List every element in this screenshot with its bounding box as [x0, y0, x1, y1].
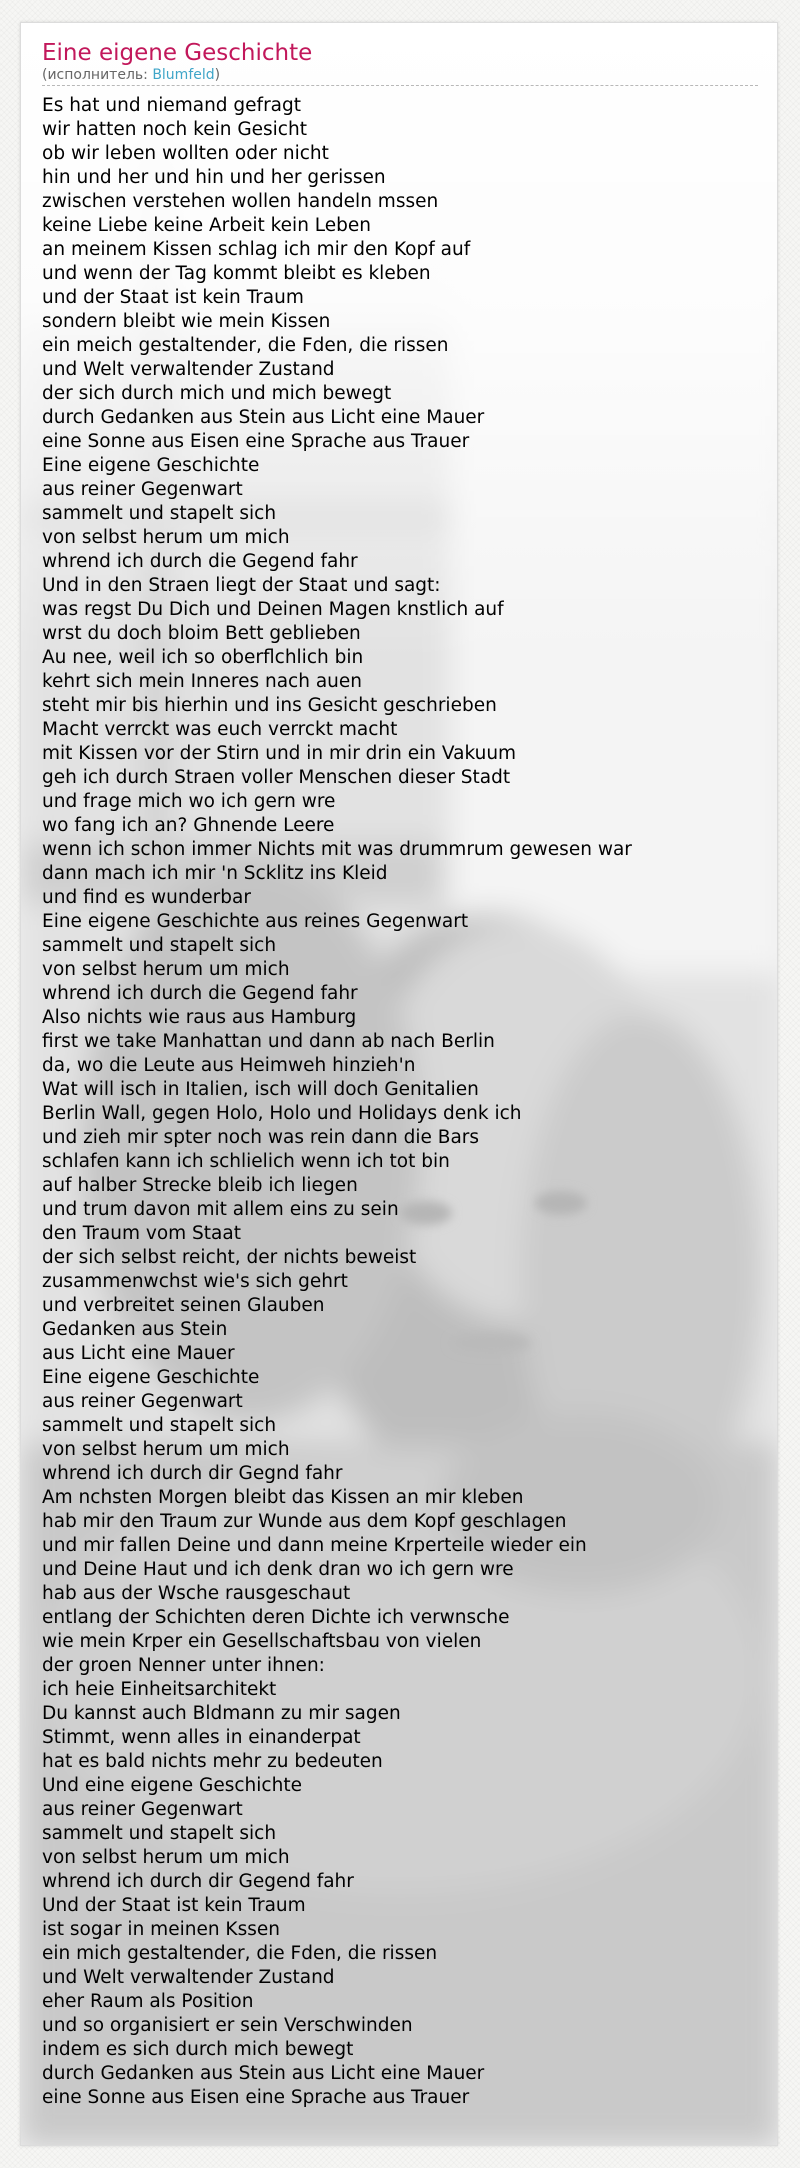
- lyric-line: ein mich gestaltender, die Fden, die rissen: [42, 1943, 438, 1964]
- lyric-line: und Welt verwaltender Zustand: [42, 359, 335, 380]
- lyric-line: ob wir leben wollten oder nicht: [42, 143, 329, 164]
- lyric-line: von selbst herum um mich: [42, 959, 290, 980]
- lyric-line: Macht verrckt was euch verrckt macht: [42, 719, 398, 740]
- lyric-line: und Deine Haut und ich denk dran wo ich gern wre: [42, 1559, 514, 1580]
- lyric-line: eine Sonne aus Eisen eine Sprache aus Trauer: [42, 2087, 470, 2108]
- lyric-line: entlang der Schichten deren Dichte ich verwnsche: [42, 1607, 510, 1628]
- artist-link[interactable]: Blumfeld: [152, 67, 215, 83]
- lyric-line: Eine eigene Geschichte: [42, 1367, 260, 1388]
- lyric-line: Stimmt, wenn alles in einanderpat: [42, 1727, 361, 1748]
- lyric-line: ein meich gestaltender, die Fden, die rissen: [42, 335, 449, 356]
- lyrics-body: [42, 94, 757, 2110]
- lyric-line: und find es wunderbar: [42, 887, 251, 908]
- song-content: [21, 23, 777, 2110]
- lyric-line: wo fang ich an? Ghnende Leere: [42, 815, 335, 836]
- lyric-line: der groen Nenner unter ihnen:: [42, 1655, 325, 1676]
- lyric-line: wie mein Krper ein Gesellschaftsbau von vielen: [42, 1631, 482, 1652]
- lyric-line: und frage mich wo ich gern wre: [42, 791, 336, 812]
- lyric-line: sammelt und stapelt sich: [42, 1823, 277, 1844]
- lyric-line: der sich selbst reicht, der nichts beweist: [42, 1247, 417, 1268]
- lyric-line: Eine eigene Geschichte: [42, 455, 260, 476]
- lyric-line: keine Liebe keine Arbeit kein Leben: [42, 215, 372, 236]
- artist-line: [42, 67, 758, 86]
- lyric-line: wenn ich schon immer Nichts mit was drummrum gewesen war: [42, 839, 632, 860]
- lyric-line: hat es bald nichts mehr zu bedeuten: [42, 1751, 383, 1772]
- lyric-line: eine Sonne aus Eisen eine Sprache aus Trauer: [42, 431, 470, 452]
- lyric-line: und mir fallen Deine und dann meine Krperteile wieder ein: [42, 1535, 587, 1556]
- lyric-line: hab aus der Wsche rausgeschaut: [42, 1583, 351, 1604]
- lyric-line: zusammenwchst wie's sich gehrt: [42, 1271, 348, 1292]
- lyric-line: aus reiner Gegenwart: [42, 1391, 243, 1412]
- lyric-line: ich heie Einheitsarchitekt: [42, 1679, 277, 1700]
- lyric-line: sammelt und stapelt sich: [42, 1415, 277, 1436]
- lyric-line: was regst Du Dich und Deinen Magen knstlich auf: [42, 599, 504, 620]
- lyric-line: durch Gedanken aus Stein aus Licht eine Mauer: [42, 2063, 485, 2084]
- lyric-line: durch Gedanken aus Stein aus Licht eine Mauer: [42, 407, 485, 428]
- lyric-line: und Welt verwaltender Zustand: [42, 1967, 335, 1988]
- lyric-line: wir hatten noch kein Gesicht: [42, 119, 307, 140]
- lyric-line: Und der Staat ist kein Traum: [42, 1895, 306, 1916]
- lyric-line: hab mir den Traum zur Wunde aus dem Kopf geschlagen: [42, 1511, 567, 1532]
- lyric-line: sondern bleibt wie mein Kissen: [42, 311, 331, 332]
- lyric-line: geh ich durch Straen voller Menschen dieser Stadt: [42, 767, 511, 788]
- lyric-line: Also nichts wie raus aus Hamburg: [42, 1007, 357, 1028]
- lyric-line: whrend ich durch die Gegend fahr: [42, 551, 358, 572]
- lyric-line: Gedanken aus Stein: [42, 1319, 228, 1340]
- lyric-line: aus reiner Gegenwart: [42, 1799, 243, 1820]
- lyric-line: von selbst herum um mich: [42, 1439, 290, 1460]
- lyric-line: Berlin Wall, gegen Holo, Holo und Holidays denk ich: [42, 1103, 522, 1124]
- lyric-line: und so organisiert er sein Verschwinden: [42, 2015, 413, 2036]
- lyric-line: von selbst herum um mich: [42, 1847, 290, 1868]
- lyric-line: auf halber Strecke bleib ich liegen: [42, 1175, 358, 1196]
- lyric-line: Du kannst auch Bldmann zu mir sagen: [42, 1703, 401, 1724]
- lyric-line: Am nchsten Morgen bleibt das Kissen an mir kleben: [42, 1487, 524, 1508]
- lyric-line: steht mir bis hierhin und ins Gesicht geschrieben: [42, 695, 497, 716]
- lyric-line: den Traum vom Staat: [42, 1223, 241, 1244]
- lyric-line: hin und her und hin und her gerissen: [42, 167, 386, 188]
- artist-prefix: (исполнитель:: [42, 67, 153, 83]
- lyric-line: Au nee, weil ich so oberflchlich bin: [42, 647, 364, 668]
- lyric-line: dann mach ich mir 'n Scklitz ins Kleid: [42, 863, 388, 884]
- lyric-line: da, wo die Leute aus Heimweh hinzieh'n: [42, 1055, 416, 1076]
- lyric-line: whrend ich durch dir Gegend fahr: [42, 1871, 354, 1892]
- lyric-line: aus Licht eine Mauer: [42, 1343, 235, 1364]
- lyric-line: Eine eigene Geschichte aus reines Gegenwart: [42, 911, 469, 932]
- lyric-line: und der Staat ist kein Traum: [42, 287, 304, 308]
- song-title: Eine eigene Geschichte: [42, 40, 313, 66]
- lyric-line: und zieh mir spter noch was rein dann die Bars: [42, 1127, 480, 1148]
- lyric-line: von selbst herum um mich: [42, 527, 290, 548]
- lyric-line: whrend ich durch dir Gegnd fahr: [42, 1463, 343, 1484]
- lyric-line: und verbreitet seinen Glauben: [42, 1295, 325, 1316]
- lyric-line: ist sogar in meinen Kssen: [42, 1919, 280, 1940]
- lyric-line: aus reiner Gegenwart: [42, 479, 243, 500]
- lyric-line: Und in den Straen liegt der Staat und sagt:: [42, 575, 441, 596]
- lyric-line: Wat will isch in Italien, isch will doch Genitalien: [42, 1079, 479, 1100]
- lyric-line: whrend ich durch die Gegend fahr: [42, 983, 358, 1004]
- lyrics-card: [20, 22, 778, 2146]
- lyric-line: mit Kissen vor der Stirn und in mir drin ein Vakuum: [42, 743, 517, 764]
- lyric-line: eher Raum als Position: [42, 1991, 254, 2012]
- lyric-line: sammelt und stapelt sich: [42, 503, 277, 524]
- lyric-line: und wenn der Tag kommt bleibt es kleben: [42, 263, 431, 284]
- artist-suffix: ): [214, 67, 221, 83]
- lyric-line: an meinem Kissen schlag ich mir den Kopf auf: [42, 239, 471, 260]
- lyric-line: indem es sich durch mich bewegt: [42, 2039, 354, 2060]
- lyric-line: und trum davon mit allem eins zu sein: [42, 1199, 399, 1220]
- lyric-line: kehrt sich mein Inneres nach auen: [42, 671, 363, 692]
- lyric-line: sammelt und stapelt sich: [42, 935, 277, 956]
- lyric-line: der sich durch mich und mich bewegt: [42, 383, 392, 404]
- lyric-line: zwischen verstehen wollen handeln mssen: [42, 191, 439, 212]
- lyric-line: first we take Manhattan und dann ab nach Berlin: [42, 1031, 495, 1052]
- lyric-line: Und eine eigene Geschichte: [42, 1775, 302, 1796]
- lyric-line: wrst du doch bloim Bett geblieben: [42, 623, 361, 644]
- lyric-line: schlafen kann ich schlielich wenn ich tot bin: [42, 1151, 450, 1172]
- lyric-line: Es hat und niemand gefragt: [42, 95, 302, 116]
